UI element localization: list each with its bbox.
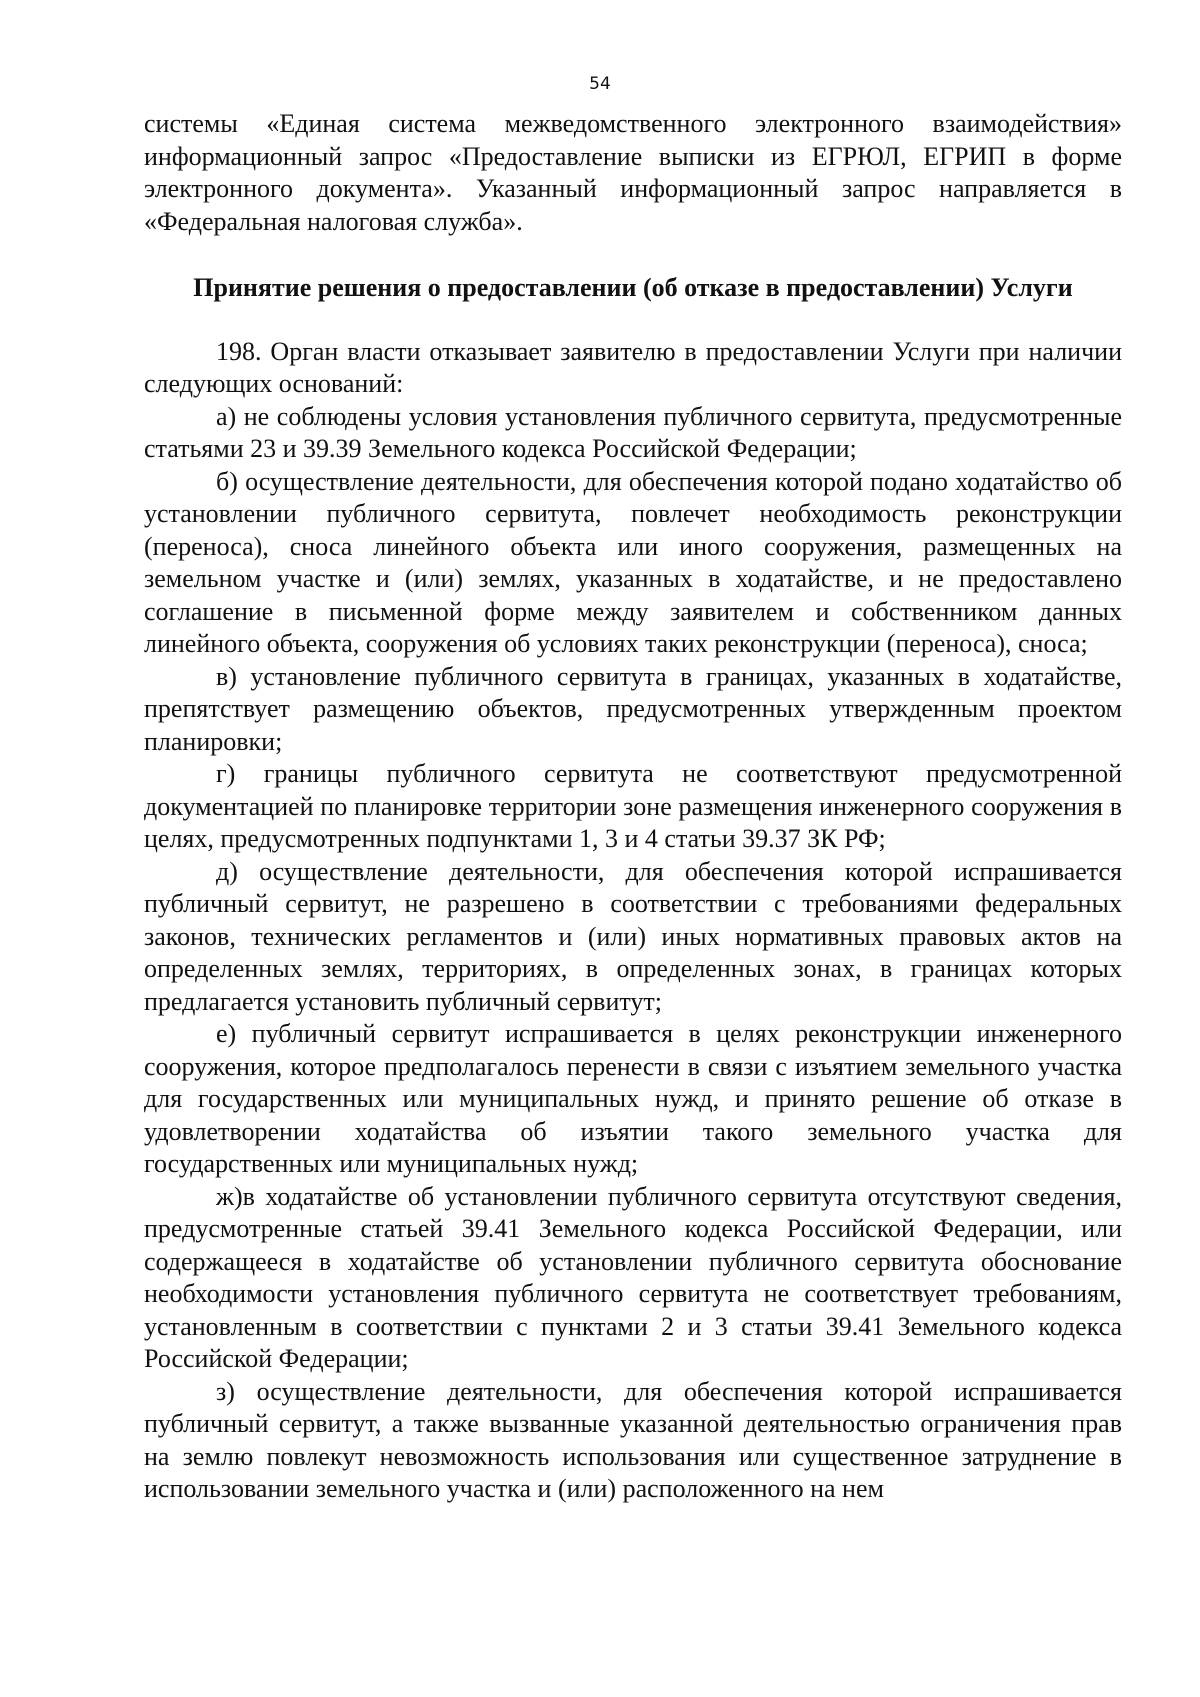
section-heading: Принятие решения о предоставлении (об отказе в предоставлении) Услуги [193,273,1073,302]
continuation-paragraph: системы «Единая система межведомственного электронного взаимодействия» информационный запрос «Предоставление выписки из ЕГРЮЛ, ЕГРИП в форме электронного документа». Указанный информационный запрос направляется в «Федеральная налоговая служба». [144,109,1122,236]
page-number: 54 [589,74,611,94]
list-item-z: з) осуществление деятельности, для обеспечения которой испрашивается публичный сервитут, а также вызванные указанной деятельностью ограничения прав на землю повлекут невозможность использования или существенное затруднение в использовании земельного участка и (или) расположенного на нем [144,1376,1122,1503]
list-item-a: а) не соблюдены условия установления публичного сервитута, предусмотренные статьями 23 и 39.39 Земельного кодекса Российской Федерации; [144,401,1122,463]
list-item-e: е) публичный сервитут испрашивается в целях реконструкции инженерного сооружения, которое предполагалось перенести в связи с изъятием земельного участка для государственных или муниципальных нужд, и принято решение об отказе в удовлетворении ходатайства об изъятии такого земельного участка для государственных или муниципальных нужд; [144,1019,1122,1178]
list-item-v: в) установление публичного сервитута в границах, указанных в ходатайстве, препятствует размещению объектов, предусмотренных утвержденным проектом планировки; [144,661,1122,756]
paragraph-198: 198. Орган власти отказывает заявителю в предоставлении Услуги при наличии следующих оснований: [144,336,1122,398]
list-item-zh: ж)в ходатайстве об установлении публичного сервитута отсутствуют сведения, предусмотренные статьей 39.41 Земельного кодекса Российской Федерации, или содержащееся в ходатайстве об установлении публичного сервитута обоснование необходимости установления публичного сервитута не соответствует требованиям, установленным в соответствии с пунктами 2 и 3 статьи 39.41 Земельного кодекса Российской Федерации; [144,1181,1122,1373]
list-item-b: б) осуществление деятельности, для обеспечения которой подано ходатайство об установлении публичного сервитута, повлечет необходимость реконструкции (переноса), сноса линейного объекта или иного сооружения, размещенных на земельном участке и (или) землях, указанных в ходатайстве, и не предоставлено соглашение в письменной форме между заявителем и собственником данных линейного объекта, сооружения об условиях таких реконструкции (переноса), сноса; [144,466,1122,658]
list-item-d: д) осуществление деятельности, для обеспечения которой испрашивается публичный сервитут, не разрешено в соответствии с требованиями федеральных законов, технических регламентов и (или) иных нормативных правовых актов на определенных землях, территориях, в определенных зонах, в границах которых предлагается установить публичный сервитут; [144,856,1122,1016]
list-item-g: г) границы публичного сервитута не соответствуют предусмотренной документацией по планировке территории зоне размещения инженерного сооружения в целях, предусмотренных подпунктами 1, 3 и 4 статьи 39.37 ЗК РФ; [144,759,1122,853]
document-body [144,108,1122,1506]
